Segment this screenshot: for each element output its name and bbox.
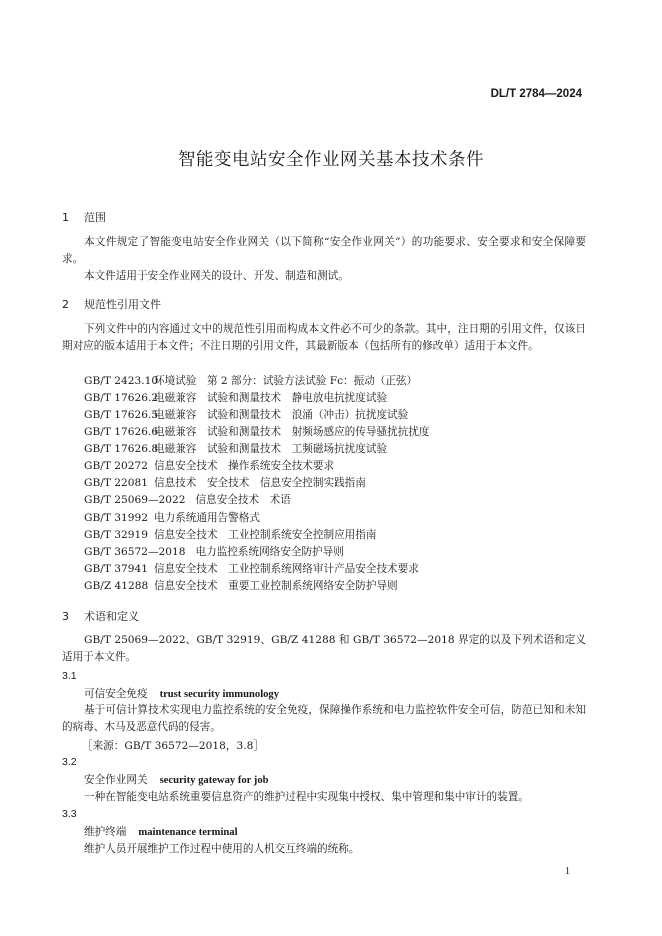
section-3-heading	[62, 608, 139, 624]
term-definition: 维护人员开展维护工作过程中使用的人机交互终端的统称。	[84, 843, 360, 855]
reference-code: GB/T 36572—2018	[84, 546, 186, 558]
reference-code: GB/T 32919	[84, 529, 148, 541]
reference-title: 电力监控系统网络安全防护导则	[195, 546, 344, 558]
term-number: 3.1	[62, 670, 77, 682]
reference-title: 信息安全技术 工业控制系统安全控制应用指南	[154, 529, 377, 541]
reference-item	[84, 458, 334, 473]
term-chinese: 可信安全免疫	[84, 688, 148, 700]
reference-code: GB/T 17626.2	[84, 392, 159, 404]
term-english: trust security immunology	[159, 689, 280, 700]
section-title: 术语和定义	[84, 610, 139, 623]
reference-title: 信息安全技术 重要工业控制系统网络安全防护导则	[154, 580, 398, 592]
reference-item	[84, 407, 408, 422]
reference-item	[84, 544, 344, 559]
terms-intro: GB/T 25069—2022、GB/T 32919、GB/Z 41288 和 GB/T 36572—2018 界定的以及下列术语和定义适用于本文件。	[62, 634, 586, 663]
reference-item	[84, 373, 417, 388]
term-heading	[84, 686, 279, 701]
references-intro: 下列文件中的内容通过文中的规范性引用而构成本文件必不可少的条款。其中，注日期的引用文件，仅该日期对应的版本适用于本文件；不注日期的引用文件，其最新版本（包括所有的修改单）适用于本文件。	[62, 323, 586, 352]
document-title: 智能变电站安全作业网关基本技术条件	[178, 150, 484, 170]
term-definition: 一种在智能变电站系统重要信息资产的维护过程中实现集中授权、集中管理和集中审计的装置。	[84, 791, 529, 803]
term-heading	[84, 824, 238, 839]
reference-title: 环境试验 第 2 部分：试验方法试验 Fc：振动（正弦）	[154, 375, 418, 387]
reference-item	[84, 527, 376, 542]
reference-title: 信息安全技术 术语	[195, 494, 291, 506]
page-number: 1	[565, 866, 570, 877]
reference-code: GB/T 2423.10	[84, 375, 159, 387]
reference-item	[84, 492, 291, 507]
reference-title: 信息安全技术 工业控制系统网络审计产品安全技术要求	[154, 563, 419, 575]
reference-title: 电磁兼容 试验和测量技术 工频磁场抗扰度试验	[154, 443, 388, 455]
reference-title: 电磁兼容 试验和测量技术 静电放电抗扰度试验	[154, 392, 388, 404]
term-heading	[84, 772, 269, 787]
section-number: 3	[62, 610, 69, 623]
scope-paragraph-2: 本文件适用于安全作业网关的设计、开发、制造和测试。	[84, 270, 349, 282]
term-english: maintenance terminal	[138, 827, 238, 838]
reference-title: 电磁兼容 试验和测量技术 浪涌（冲击）抗扰度试验	[154, 409, 409, 421]
reference-code: GB/T 17626.8	[84, 443, 159, 455]
section-title: 范围	[84, 211, 106, 224]
term-number: 3.2	[62, 756, 77, 768]
reference-code: GB/Z 41288	[84, 580, 149, 592]
reference-item	[84, 475, 366, 490]
reference-code: GB/T 37941	[84, 563, 148, 575]
term-source: ［来源：GB/T 36572—2018，3.8］	[82, 740, 264, 752]
reference-code: GB/T 31992	[84, 512, 148, 524]
reference-code: GB/T 20272	[84, 460, 148, 472]
standard-code: DL/T 2784—2024	[490, 88, 582, 100]
reference-item	[84, 390, 387, 405]
reference-title: 电力系统通用告警格式	[154, 512, 260, 524]
section-number: 1	[62, 211, 69, 224]
reference-code: GB/T 22081	[84, 477, 148, 489]
reference-item	[84, 424, 429, 439]
section-1-heading	[62, 209, 106, 225]
reference-title: 信息安全技术 操作系统安全技术要求	[154, 460, 335, 472]
term-chinese: 安全作业网关	[84, 774, 148, 786]
term-number: 3.3	[62, 808, 77, 820]
scope-paragraph-1: 本文件规定了智能变电站安全作业网关（以下简称“安全作业网关”）的功能要求、安全要求和安全保障要求。	[62, 236, 586, 265]
reference-code: GB/T 17626.5	[84, 409, 159, 421]
reference-title: 信息技术 安全技术 信息安全控制实践指南	[154, 477, 366, 489]
reference-item	[84, 561, 419, 576]
term-definition: 基于可信计算技术实现电力监控系统的安全免疫，保障操作系统和电力监控软件安全可信，防范已知和未知的病毒、木马及恶意代码的侵害。	[62, 704, 586, 733]
section-number: 2	[62, 298, 69, 311]
reference-code: GB/T 25069—2022	[84, 494, 186, 506]
reference-title: 电磁兼容 试验和测量技术 射频场感应的传导骚扰抗扰度	[154, 426, 430, 438]
term-english: security gateway for job	[159, 775, 269, 786]
section-2-heading	[62, 296, 161, 312]
reference-item	[84, 441, 387, 456]
reference-item	[84, 578, 398, 593]
term-chinese: 维护终端	[84, 826, 127, 838]
reference-code: GB/T 17626.6	[84, 426, 159, 438]
reference-item	[84, 510, 260, 525]
section-title: 规范性引用文件	[84, 298, 161, 311]
